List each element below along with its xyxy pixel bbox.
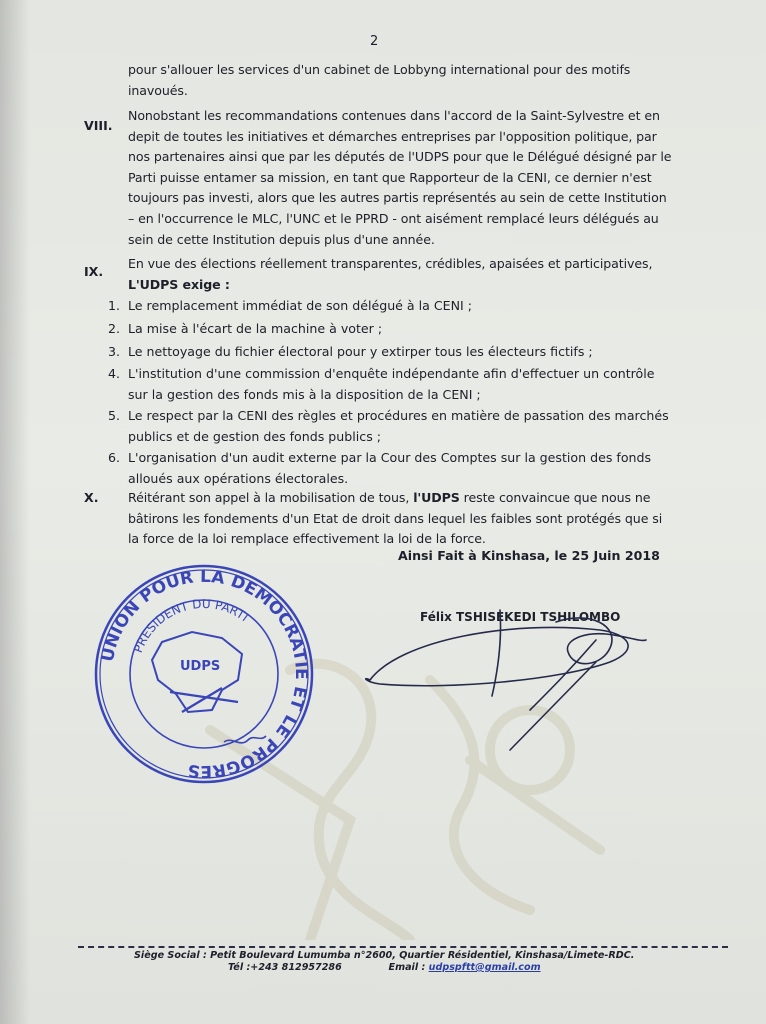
text-line: Réitérant son appel à la mobilisation de tous, xyxy=(128,490,414,505)
list-item xyxy=(128,364,674,405)
list-number: 5. xyxy=(108,408,121,423)
signoff-place-date: Ainsi Fait à Kinshasa, le 25 Juin 2018 xyxy=(398,548,660,563)
paragraph-continuation xyxy=(128,60,674,101)
page-shadow xyxy=(0,0,30,1024)
text-line: En vue des élections réellement transparentes, crédibles, apaisées et participatives, xyxy=(128,256,653,271)
text-line: Le respect par la CENI des règles et procédures en matière de passation des marchés xyxy=(128,408,669,423)
list-number: 6. xyxy=(108,450,121,465)
list-item xyxy=(128,448,674,489)
text-line: sur la gestion des fonds mis à la disposition de la CENI ; xyxy=(128,386,481,402)
text-line: Le nettoyage du fichier électoral pour y extirper tous les électeurs fictifs ; xyxy=(128,344,593,359)
footer-tel-label: Tél : xyxy=(228,962,251,973)
text-line: la force de la loi remplace effectivement la loi de la force. xyxy=(128,531,486,547)
list-item xyxy=(128,296,674,317)
text-line: publics et de gestion des fonds publics ; xyxy=(128,428,382,444)
list-item xyxy=(128,342,674,363)
text-line: toujours pas investi, alors que les autres partis représentés au sein de cette Institution xyxy=(128,190,667,206)
stamp-inner-text: PRESIDENT DU PARTI xyxy=(130,596,251,655)
text-line: depit de toutes les initiatives et démarches entreprises par l'opposition politique, par xyxy=(128,128,657,144)
footer-email-link[interactable]: udpspftt@gmail.com xyxy=(428,962,541,973)
signer-name: Félix TSHISEKEDI TSHILOMBO xyxy=(420,610,621,624)
stamp-center-text: UDPS xyxy=(180,659,221,674)
section-numeral-ix: IX. xyxy=(84,264,104,279)
text-line-bold: L'UDPS exige : xyxy=(128,276,230,292)
text-line: La mise à l'écart de la machine à voter ; xyxy=(128,321,383,336)
text-line: sein de cette Institution depuis plus d'une année. xyxy=(128,231,435,247)
text-line: L'institution d'une commission d'enquête indépendante afin d'effectuer un contrôle xyxy=(128,366,655,381)
list-number: 2. xyxy=(108,321,121,336)
text-line: inavoués. xyxy=(128,82,188,98)
section-numeral-x: X. xyxy=(84,490,99,505)
page-number: 2 xyxy=(370,34,379,49)
footer-contact xyxy=(228,962,541,973)
footer-address: Siège Social : Petit Boulevard Lumumba n°2600, Quartier Résidentiel, Kinshasa/Limete-RDC. xyxy=(134,950,635,961)
list-item xyxy=(128,319,674,340)
footer-email-label: Email : xyxy=(388,962,426,973)
list-item xyxy=(128,406,674,447)
paragraph-ix xyxy=(128,254,674,295)
party-stamp-icon xyxy=(92,562,316,786)
text-bold: l'UDPS xyxy=(413,490,460,505)
text-line: pour s'allouer les services d'un cabinet de Lobbyng international pour des motifs xyxy=(128,62,631,77)
list-number: 3. xyxy=(108,344,121,359)
text-line: Nonobstant les recommandations contenues dans l'accord de la Saint-Sylvestre et en xyxy=(128,108,660,123)
handwritten-signature-icon xyxy=(360,600,650,760)
paragraph-x xyxy=(128,488,674,550)
text-line: Le remplacement immédiat de son délégué à la CENI ; xyxy=(128,298,473,313)
paragraph-viii xyxy=(128,106,674,250)
footer-divider xyxy=(78,946,728,948)
text-line: nos partenaires ainsi que par les députés de l'UDPS pour que le Délégué désigné par le xyxy=(128,149,672,165)
list-number: 1. xyxy=(108,298,121,313)
text-line: – en l'occurrence le MLC, l'UNC et le PPRD - ont aisément remplacé leurs délégués au xyxy=(128,210,659,226)
text-line: L'organisation d'un audit externe par la Cour des Comptes sur la gestion des fonds xyxy=(128,450,652,465)
stamp-outer-text: UNION POUR LA DEMOCRATIE ET LE PROGRES xyxy=(97,566,312,782)
list-number: 4. xyxy=(108,366,121,381)
footer-tel: +243 812957286 xyxy=(250,962,342,973)
text-line: bâtirons les fondements d'un Etat de droit dans lequel les faibles sont protégés que si xyxy=(128,510,663,526)
section-numeral-viii: VIII. xyxy=(84,118,113,133)
text-line: reste convaincue que nous ne xyxy=(459,490,651,505)
text-line: alloués aux opérations électorales. xyxy=(128,470,349,486)
text-line: Parti puisse entamer sa mission, en tant que Rapporteur de la CENI, ce dernier n'est xyxy=(128,169,652,185)
